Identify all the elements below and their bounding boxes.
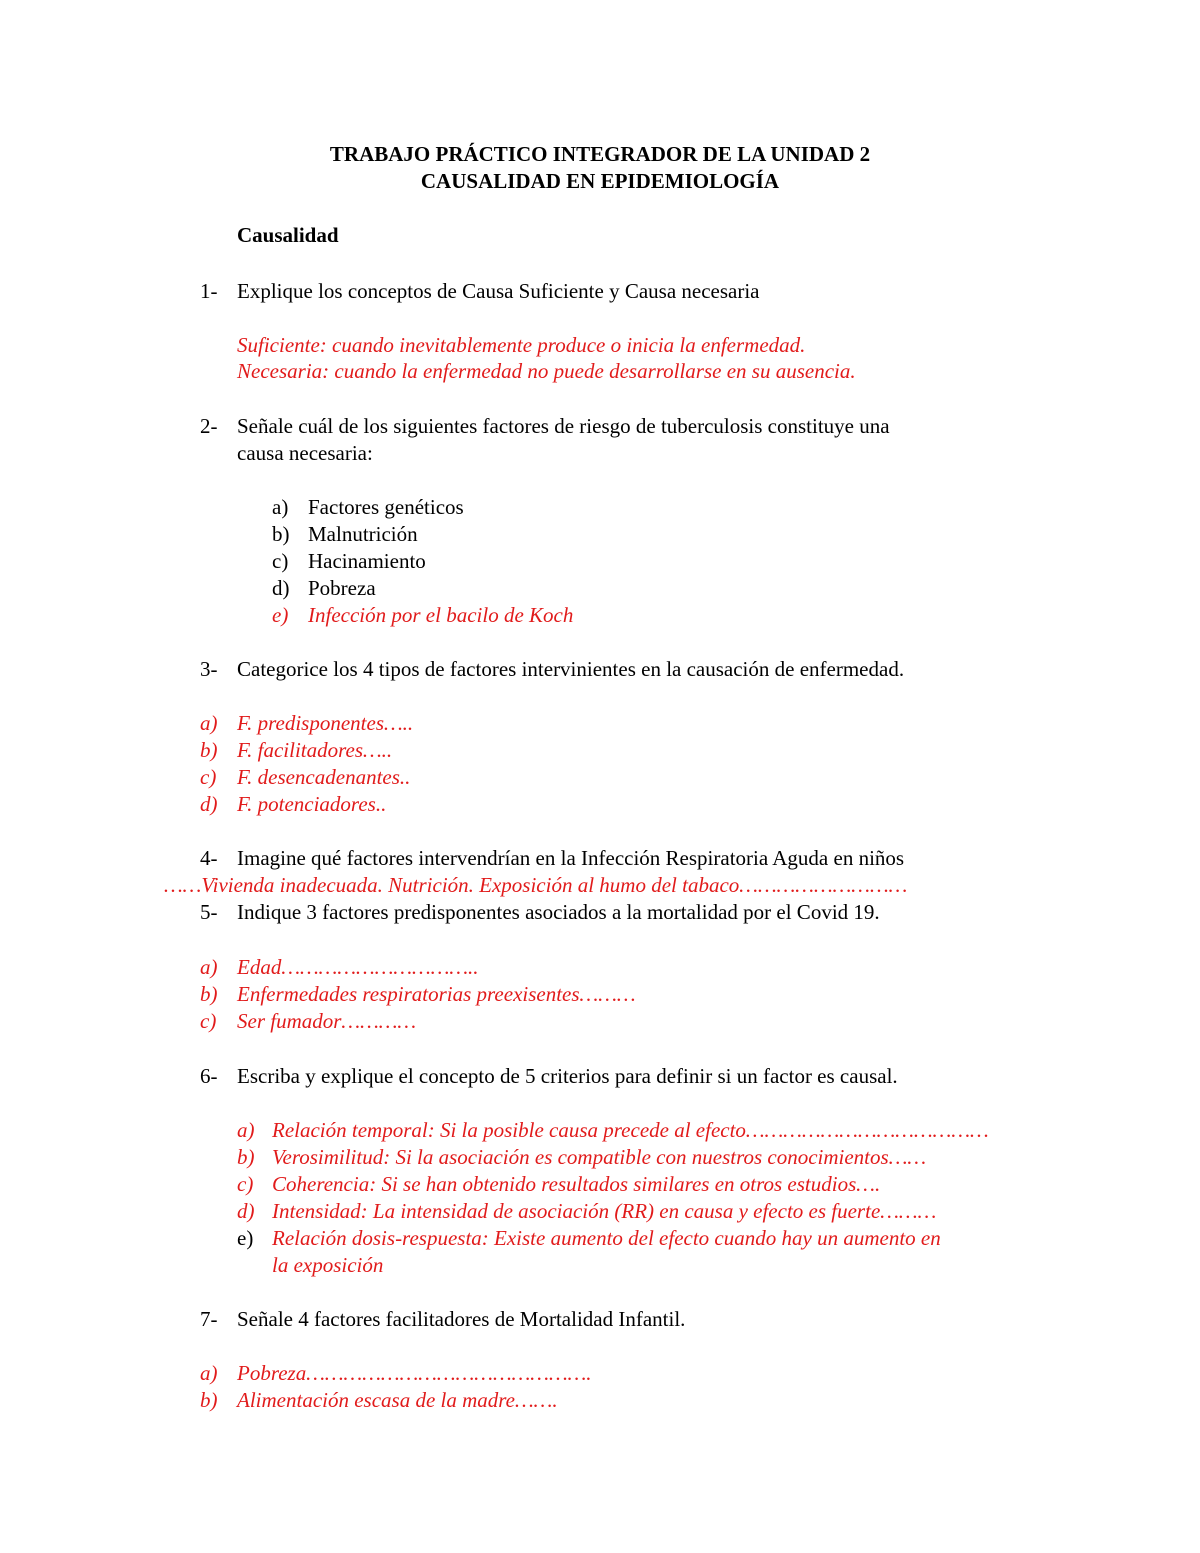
answer-text: Verosimilitud: Si la asociación es compatible con nuestros conocimientos…… (272, 1145, 927, 1169)
question-text: Señale 4 factores facilitadores de Mortalidad Infantil. (237, 1307, 686, 1331)
answer-marker: b) (237, 1145, 255, 1169)
question-number: 6- (200, 1064, 218, 1088)
option-text: Malnutrición (308, 522, 418, 546)
answer-text: Coherencia: Si se han obtenido resultados similares en otros estudios…. (272, 1172, 881, 1196)
option-marker: d) (272, 576, 290, 600)
option-marker: e) (272, 603, 289, 627)
question-text: Imagine qué factores intervendrían en la Infección Respiratoria Aguda en niños (237, 846, 905, 870)
page-title: TRABAJO PRÁCTICO INTEGRADOR DE LA UNIDAD 2 (329, 142, 871, 166)
section-heading: Causalidad (237, 223, 339, 247)
answer-text: F. desencadenantes.. (237, 765, 411, 789)
answer-text: Pobreza………………………………………. (237, 1361, 592, 1385)
option-marker: c) (272, 549, 289, 573)
answer-text: Relación temporal: Si la posible causa precede al efecto………………………………… (272, 1118, 989, 1142)
question-text: causa necesaria: (237, 441, 373, 465)
answer-marker: a) (237, 1118, 255, 1142)
question-number: 2- (200, 414, 218, 438)
answer-line: Necesaria: cuando la enfermedad no puede desarrollarse en su ausencia. (237, 359, 856, 383)
answer-marker: c) (200, 1009, 217, 1033)
answer-text: Edad………………………….. (237, 955, 479, 979)
question-number: 1- (200, 279, 218, 303)
question-number: 7- (200, 1307, 218, 1331)
answer-text: F. facilitadores….. (237, 738, 393, 762)
answer-marker: a) (200, 955, 218, 979)
answer-marker: a) (200, 1361, 218, 1385)
answer-line: ……Vivienda inadecuada. Nutrición. Exposición al humo del tabaco……………………… (164, 873, 908, 897)
option-text: Pobreza (308, 576, 376, 600)
question-number: 4- (200, 846, 218, 870)
question-text: Explique los conceptos de Causa Suficiente y Causa necesaria (237, 279, 760, 303)
question-text: Indique 3 factores predisponentes asociados a la mortalidad por el Covid 19. (237, 900, 880, 924)
answer-text: la exposición (272, 1253, 384, 1277)
answer-text: Ser fumador………… (237, 1009, 417, 1033)
question-number: 3- (200, 657, 218, 681)
option-marker: b) (272, 522, 290, 546)
page-subtitle: CAUSALIDAD EN EPIDEMIOLOGÍA (420, 169, 780, 193)
answer-marker: c) (237, 1172, 254, 1196)
answer-marker: d) (200, 792, 218, 816)
answer-text: Relación dosis-respuesta: Existe aumento del efecto cuando hay un aumento en (272, 1226, 941, 1250)
answer-marker: d) (237, 1199, 255, 1223)
option-text: Infección por el bacilo de Koch (308, 603, 574, 627)
answer-text: F. predisponentes….. (237, 711, 414, 735)
question-text: Categorice los 4 tipos de factores intervinientes en la causación de enfermedad. (237, 657, 905, 681)
option-marker: a) (272, 495, 289, 519)
answer-marker: e) (237, 1226, 254, 1250)
option-text: Factores genéticos (308, 495, 464, 519)
answer-marker: a) (200, 711, 218, 735)
question-number: 5- (200, 900, 218, 924)
option-text: Hacinamiento (308, 549, 426, 573)
question-text: Escriba y explique el concepto de 5 criterios para definir si un factor es causal. (237, 1064, 898, 1088)
answer-marker: b) (200, 738, 218, 762)
answer-marker: b) (200, 982, 218, 1006)
answer-text: F. potenciadores.. (237, 792, 387, 816)
question-text: Señale cuál de los siguientes factores de riesgo de tuberculosis constituye una (237, 414, 890, 438)
answer-text: Alimentación escasa de la madre……. (237, 1388, 558, 1412)
answer-marker: c) (200, 765, 217, 789)
answer-marker: b) (200, 1388, 218, 1412)
answer-text: Intensidad: La intensidad de asociación (RR) en causa y efecto es fuerte……… (272, 1199, 937, 1223)
answer-line: Suficiente: cuando inevitablemente produce o inicia la enfermedad. (237, 333, 806, 357)
answer-text: Enfermedades respiratorias preexisentes……… (237, 982, 636, 1006)
